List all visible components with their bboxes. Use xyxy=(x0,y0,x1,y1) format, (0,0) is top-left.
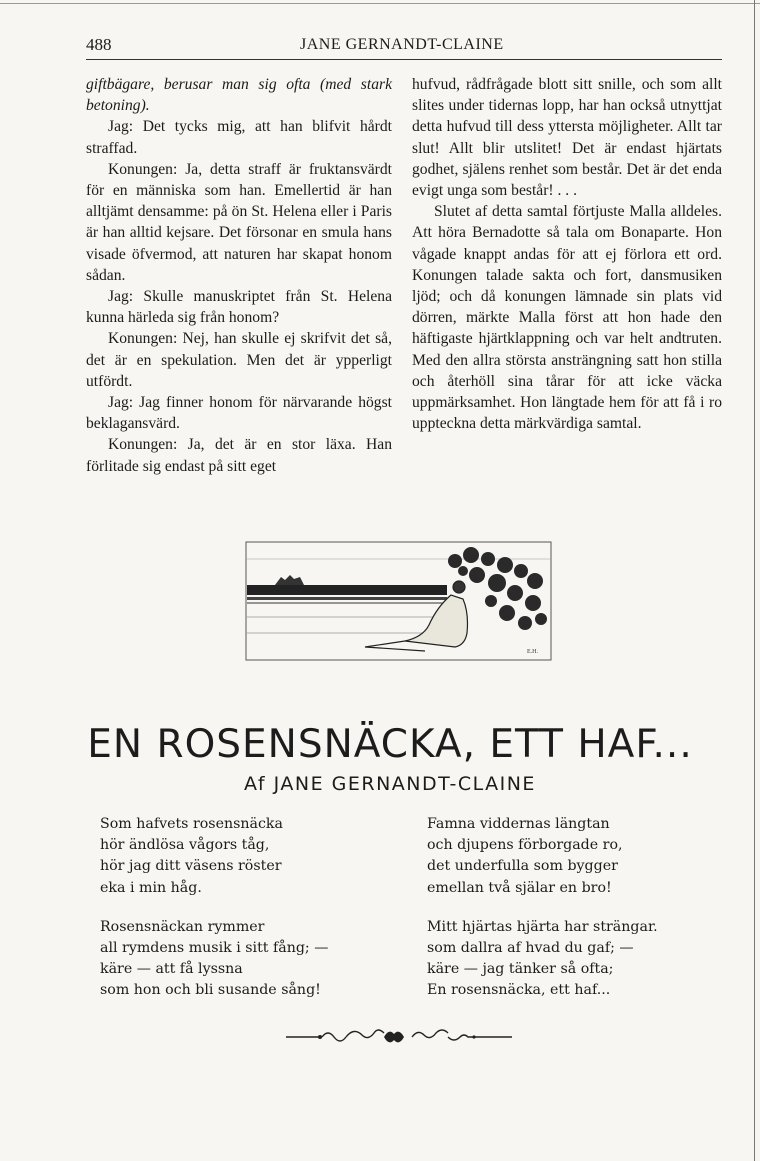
stanza xyxy=(427,917,658,1002)
paragraph xyxy=(86,74,392,116)
distant-trees xyxy=(275,575,304,585)
paragraph: Konungen: Ja, detta straff är fruktansvärdt för en människa som han. Emellertid är han alltjämt densamme: på ön St. Helena eller i Paris är han alltid kejsare. Det försonar en smula hans visade öfvermod, att naturen har skapat honom sådan. xyxy=(86,160,392,284)
poem-right-column xyxy=(427,814,658,1020)
decorative-ornament xyxy=(284,1024,514,1050)
stanza xyxy=(427,814,658,899)
poem-title: EN ROSENSNÄCKA, ETT HAF... xyxy=(87,722,693,767)
poem-left-column xyxy=(100,814,328,1020)
byline-prefix: Af xyxy=(244,773,267,795)
verse-line: Som hafvets rosensnäcka xyxy=(100,816,283,832)
sea-band xyxy=(247,585,447,595)
verse-line: det underfulla som bygger xyxy=(427,858,618,875)
stanza xyxy=(100,917,328,1002)
artist-monogram: E.H. xyxy=(527,649,538,655)
paragraph-text: giftbägare, berusar man sig ofta (med stark betoning). xyxy=(86,76,392,115)
paragraph: Jag: Skulle manuskriptet från St. Helena kunna härleda sig från honom? xyxy=(86,288,392,327)
paragraph: Jag: Jag finner honom för närvarande högst beklagansvärd. xyxy=(86,394,392,433)
seaside-illustration xyxy=(245,541,552,661)
verse-line: som dallra af hvad du gaf; — xyxy=(427,940,634,957)
verse-line: Mitt hjärtas hjärta har strängar. xyxy=(427,918,658,935)
paragraph: hufvud, rådfrågade blott sitt snille, och som allt slites under tidernas lopp, har han också utnyttjat detta hufvud till dess yttersta möjligheter. Allt tar slut! Allt blir utslitet! Det är endast hjärtats godhet, själens renhet som består. Det är det enda evigt unga som består! . . . xyxy=(412,76,722,200)
byline-author: JANE GERNANDT-CLAINE xyxy=(273,773,536,795)
page-right-edge xyxy=(754,0,755,1161)
verse-line: eka i min håg. xyxy=(100,879,202,896)
right-column xyxy=(412,74,722,434)
left-column xyxy=(86,74,392,477)
verse-line: Rosensnäckan rymmer xyxy=(100,918,265,935)
verse-line: En rosensnäcka, ett haf... xyxy=(427,982,611,999)
verse-line: emellan två själar en bro! xyxy=(427,879,612,896)
poem-byline xyxy=(80,773,700,795)
paragraph: Slutet af detta samtal förtjuste Malla alldeles. Att höra Bernadotte så tala om Bonaparte. Hon vågade knappt andas för att ej förlora ett ord. Konungen talade sakta och fort, dansmusiken ljöd; och då konungen lämnade sin plats vid dörren, märkte Malla först att hon hade den häftigaste hjärtklappning och var helt andtruten. Med den allra största ansträngning satt hon stilla och återhöll sina tårar för att icke väcka uppmärksamhet. Hon längtade hem för att få i ro uppteckna detta märkvärdiga samtal. xyxy=(412,203,722,433)
verse-line: käre — att få lyssna xyxy=(100,961,243,978)
stanza xyxy=(100,814,328,899)
paragraph: Konungen: Ja, det är en stor läxa. Han förlitade sig endast på sitt eget xyxy=(86,436,392,475)
verse-line: och djupens förborgade ro, xyxy=(427,837,623,854)
running-header xyxy=(86,33,722,60)
verse-line: Famna viddernas längtan xyxy=(427,816,610,832)
paragraph: Konungen: Nej, han skulle ej skrifvit det så, det är en spekulation. Men det är ypperligt utfördt. xyxy=(86,330,392,390)
verse-line: käre — jag tänker så ofta; xyxy=(427,961,614,978)
verse-line: hör ändlösa vågors tåg, xyxy=(100,837,270,854)
paragraph: Jag: Det tycks mig, att han blifvit hårdt straffad. xyxy=(86,118,392,157)
running-title: JANE GERNANDT-CLAINE xyxy=(300,36,504,53)
page-number: 488 xyxy=(86,35,112,54)
verse-line: all rymdens musik i sitt fång; — xyxy=(100,940,329,957)
verse-line: som hon och bli susande sång! xyxy=(100,982,321,999)
page-top-edge xyxy=(0,3,760,4)
verse-line: hör jag ditt väsens röster xyxy=(100,858,282,875)
